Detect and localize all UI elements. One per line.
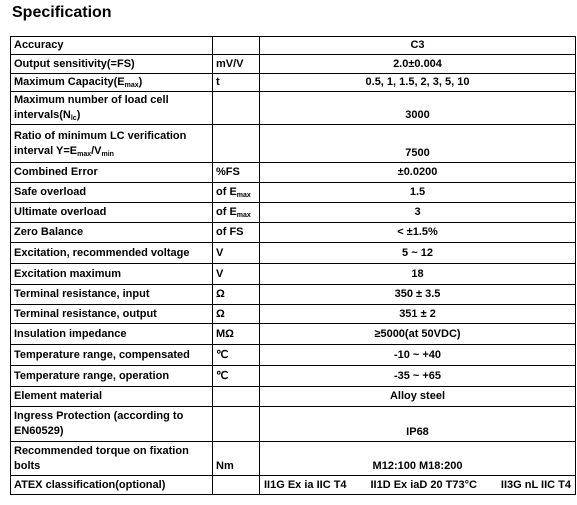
specification-table bbox=[10, 36, 576, 495]
table-row bbox=[11, 125, 576, 163]
row-label: ATEX classification(optional) bbox=[11, 476, 213, 495]
row-label: Insulation impedance bbox=[11, 324, 213, 345]
row-value: 2.0±0.004 bbox=[260, 55, 576, 74]
row-unit: of $E_{max}$ bbox=[213, 183, 260, 203]
row-label: Accuracy bbox=[11, 37, 213, 55]
row-label: Maximum $Capacity(E_{max})$ bbox=[11, 74, 213, 92]
row-label: Ratio of minimum LC verification interval $Y=E_{max}/V_{min}$ bbox=[11, 125, 213, 163]
row-label: Ingress Protection (according to EN60529) bbox=[11, 407, 213, 442]
row-label: Maximum number of load cell $intervals(N_{lc})$ bbox=[11, 92, 213, 125]
atex-class-dust: II1D Ex iaD 20 T73°C bbox=[370, 478, 477, 491]
row-unit: %FS bbox=[213, 163, 260, 183]
table-row bbox=[11, 345, 576, 366]
row-value: ±0.0200 bbox=[260, 163, 576, 183]
row-unit: V bbox=[213, 243, 260, 264]
table-row bbox=[11, 264, 576, 285]
page-title: Specification bbox=[12, 4, 112, 21]
row-value: -35 ~ +65 bbox=[260, 366, 576, 387]
table-row bbox=[11, 183, 576, 203]
row-value: C3 bbox=[260, 37, 576, 55]
row-label: Ultimate overload bbox=[11, 203, 213, 223]
table-row bbox=[11, 92, 576, 125]
row-label: Terminal resistance, output bbox=[11, 305, 213, 324]
row-value: ≥5000(at 50VDC) bbox=[260, 324, 576, 345]
row-unit: ℃ bbox=[213, 345, 260, 366]
row-value: 1.5 bbox=[260, 183, 576, 203]
row-label: Terminal resistance, input bbox=[11, 285, 213, 305]
table-row bbox=[11, 305, 576, 324]
row-label: Safe overload bbox=[11, 183, 213, 203]
row-value: 0.5, 1, 1.5, 2, 3, 5, 10 bbox=[260, 74, 576, 92]
row-unit bbox=[213, 407, 260, 442]
row-value: M12:100 M18:200 bbox=[260, 442, 576, 476]
row-unit bbox=[213, 125, 260, 163]
row-value: -10 ~ +40 bbox=[260, 345, 576, 366]
table-row bbox=[11, 203, 576, 223]
row-value: Alloy steel bbox=[260, 387, 576, 407]
table-row bbox=[11, 324, 576, 345]
row-unit: Ω bbox=[213, 285, 260, 305]
row-unit: t bbox=[213, 74, 260, 92]
row-unit: Ω bbox=[213, 305, 260, 324]
row-label: Recommended torque on fixation bolts bbox=[11, 442, 213, 476]
row-value: 351 ± 2 bbox=[260, 305, 576, 324]
table-row bbox=[11, 223, 576, 243]
row-value: 18 bbox=[260, 264, 576, 285]
row-unit bbox=[213, 476, 260, 495]
row-value bbox=[260, 476, 576, 495]
row-label: Combined Error bbox=[11, 163, 213, 183]
table-row bbox=[11, 387, 576, 407]
row-label: Excitation, recommended voltage bbox=[11, 243, 213, 264]
row-label: Zero Balance bbox=[11, 223, 213, 243]
table-row bbox=[11, 476, 576, 495]
atex-class-gas: II1G Ex ia IIC T4 bbox=[264, 478, 347, 491]
row-unit bbox=[213, 37, 260, 55]
table-row bbox=[11, 74, 576, 92]
row-unit bbox=[213, 92, 260, 125]
row-value: 7500 bbox=[260, 125, 576, 163]
row-unit: mV/V bbox=[213, 55, 260, 74]
row-label: Temperature range, compensated bbox=[11, 345, 213, 366]
table-row bbox=[11, 442, 576, 476]
row-label: Output sensitivity(=FS) bbox=[11, 55, 213, 74]
atex-class-nonsparking: II3G nL IIC T4 bbox=[500, 478, 571, 491]
row-value: < ±1.5% bbox=[260, 223, 576, 243]
table-row bbox=[11, 285, 576, 305]
row-value: IP68 bbox=[260, 407, 576, 442]
row-value: 5 ~ 12 bbox=[260, 243, 576, 264]
row-unit bbox=[213, 387, 260, 407]
row-unit: Nm bbox=[213, 442, 260, 476]
table-row bbox=[11, 407, 576, 442]
row-unit: MΩ bbox=[213, 324, 260, 345]
row-unit: of FS bbox=[213, 223, 260, 243]
row-value: 3 bbox=[260, 203, 576, 223]
table-row bbox=[11, 163, 576, 183]
table-row bbox=[11, 37, 576, 55]
row-value: 350 ± 3.5 bbox=[260, 285, 576, 305]
row-unit: V bbox=[213, 264, 260, 285]
row-label: Temperature range, operation bbox=[11, 366, 213, 387]
table-row bbox=[11, 243, 576, 264]
row-unit: ℃ bbox=[213, 366, 260, 387]
table-row bbox=[11, 55, 576, 74]
row-unit: of $E_{max}$ bbox=[213, 203, 260, 223]
table-row bbox=[11, 366, 576, 387]
row-value: 3000 bbox=[260, 92, 576, 125]
row-label: Element material bbox=[11, 387, 213, 407]
row-label: Excitation maximum bbox=[11, 264, 213, 285]
